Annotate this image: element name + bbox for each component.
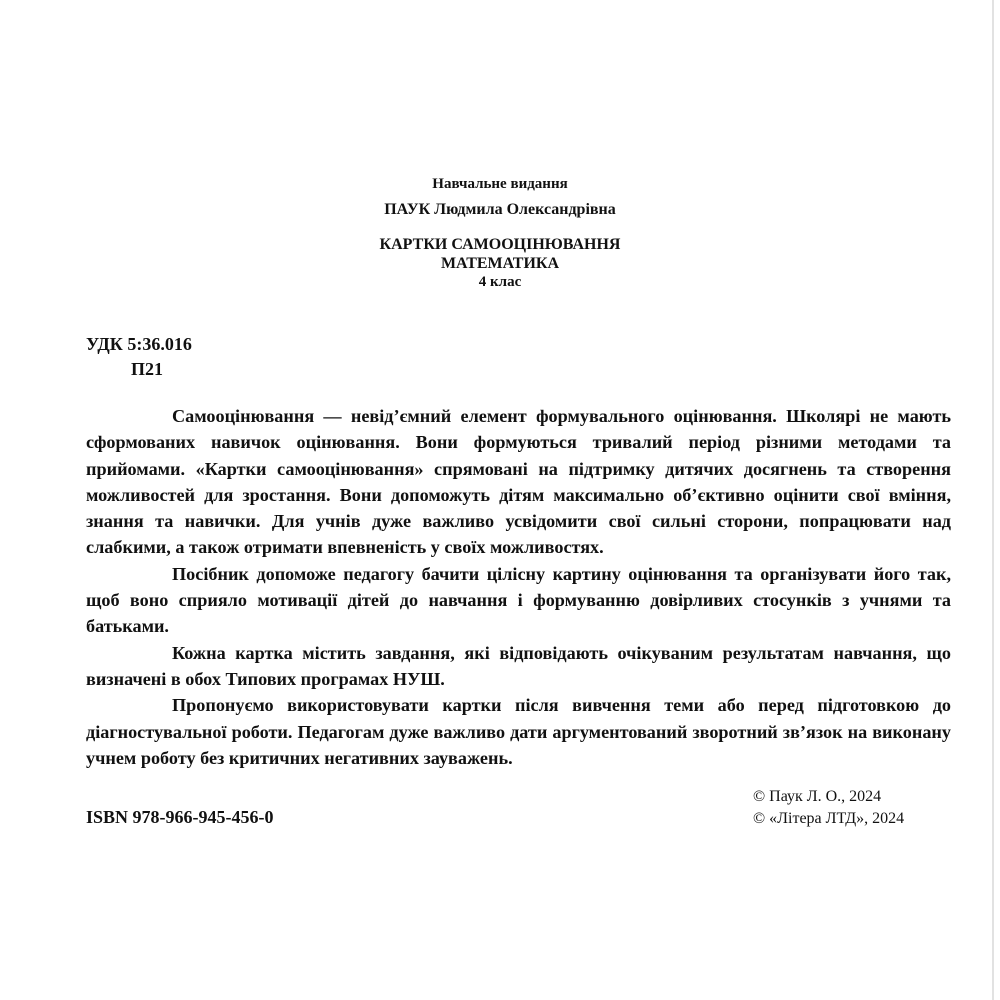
copyright-publisher: © «Літера ЛТД», 2024 bbox=[753, 810, 905, 827]
book-title-block bbox=[0, 235, 1000, 292]
udk-code: УДК 5:36.016 bbox=[86, 334, 192, 354]
annotation-paragraph: Самооцінювання — невід’ємний елемент формувального оцінювання. Школярі не мають сформованих навичок оцінювання. Вони формуються тривалий період різними методами та прийомами. «Картки самооцінювання» спрямовані на підтримку дитячих досягнень та створення можливостей для зростання. Вони допоможуть дітям максимально об’єктивно оцінити свої вміння, знання та навички. Для учнів дуже важливо усвідомити свої сильні сторони, попрацювати над слабкими, а також отримати впевненість у своїх можливостях. bbox=[86, 406, 951, 558]
bbk-code: П21 bbox=[131, 359, 164, 379]
annotation-paragraph: Посібник допоможе педагогу бачити цілісну картину оцінювання та організувати його так, щоб воно сприяло мотивації дітей до навчання і формуванню довірливих стосунків з учнями та батьками. bbox=[86, 563, 951, 637]
classification-codes bbox=[86, 332, 192, 382]
annotation bbox=[86, 403, 951, 771]
book-title: КАРТКИ САМООЦІНЮВАННЯ bbox=[379, 236, 621, 253]
edition-type: Навчальне видання bbox=[432, 176, 568, 192]
book-grade: 4 клас bbox=[478, 274, 522, 290]
annotation-paragraph: Кожна картка містить завдання, які відповідають очікуваним результатам навчання, що визначені в обох Типових програмах НУШ. bbox=[86, 642, 951, 689]
copyright-block bbox=[753, 786, 904, 830]
isbn: ISBN 978-966-945-456-0 bbox=[86, 807, 274, 827]
author-name: ПАУК Людмила Олександрівна bbox=[384, 201, 616, 218]
copyright-author: © Паук Л. О., 2024 bbox=[753, 788, 882, 805]
book-subject: МАТЕМАТИКА bbox=[440, 255, 560, 272]
page-edge-line bbox=[992, 0, 994, 1000]
annotation-paragraph: Пропонуємо використовувати картки після вивчення теми або перед підготовкою до діагностувальної роботи. Педагогам дуже важливо дати аргументований зворотний зв’язок на виконану учнем роботу без критичних негативних зауважень. bbox=[86, 695, 951, 768]
